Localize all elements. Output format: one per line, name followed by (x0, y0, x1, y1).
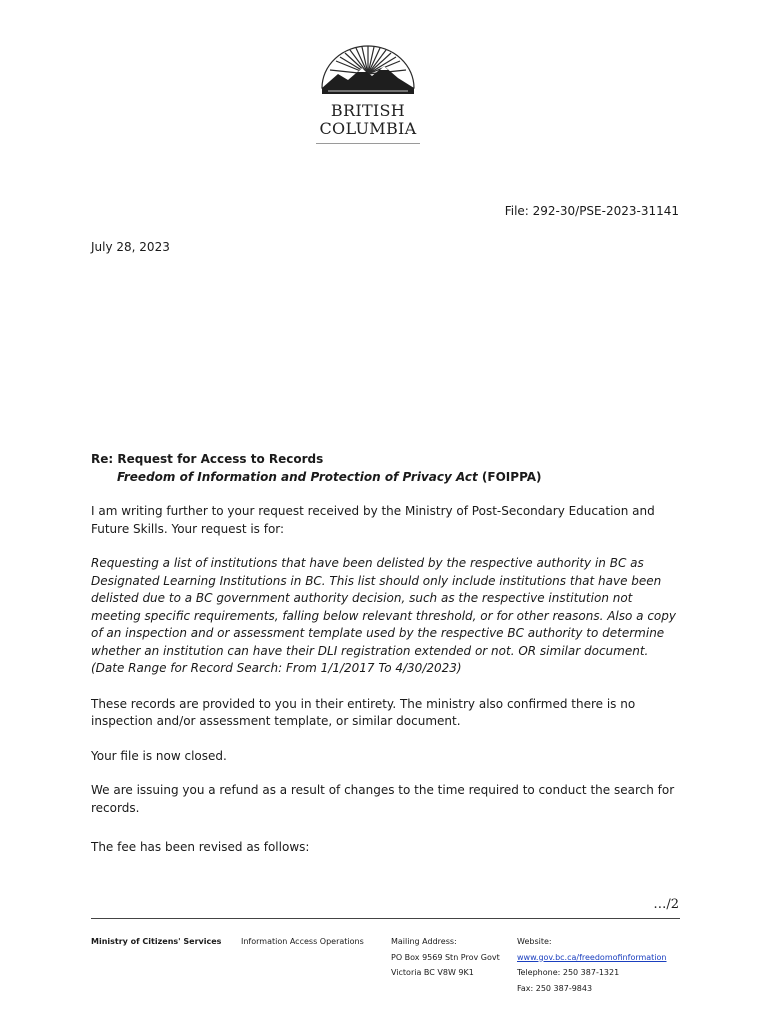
bc-wordmark (310, 102, 426, 138)
bc-logo (310, 44, 426, 148)
page-continuation: …/2 (653, 897, 679, 912)
fee-paragraph: The fee has been revised as follows: (91, 840, 310, 854)
fax: Fax: 250 387-9843 (517, 983, 593, 993)
subject-line (91, 451, 681, 486)
subject-act (91, 469, 681, 487)
closed-paragraph: Your file is now closed. (91, 748, 227, 763)
footer-ministry: Ministry of Citizens' Services (91, 937, 222, 946)
letter-date: July 28, 2023 (91, 240, 170, 254)
mailing-label: Mailing Address: (391, 937, 457, 946)
mailing-line-1: PO Box 9569 Stn Prov Govt (391, 952, 500, 962)
bc-sun-mountains-icon (318, 44, 418, 100)
file-reference: File: 292-30/PSE-2023-31141 (504, 204, 679, 218)
footer-office: Information Access Operations (241, 937, 364, 946)
wordmark-line-2: COLUMBIA (319, 119, 417, 138)
letter-body (91, 451, 681, 874)
subject-title: Re: Request for Access to Records (91, 452, 324, 466)
act-abbrev: (FOIPPA) (477, 469, 542, 484)
website-label: Website: (517, 937, 552, 946)
records-paragraph: These records are provided to you in their entirety. The ministry also confirmed there is no inspection and/or assessment template, or similar document. (91, 696, 636, 728)
website-link[interactable]: www.gov.bc.ca/freedomofinformation (517, 952, 667, 962)
logo-divider (316, 143, 420, 144)
telephone: Telephone: 250 387-1321 (517, 968, 620, 977)
footer-contact (517, 934, 667, 996)
request-paragraph: Requesting a list of institutions that have been delisted by the respective authority in BC as Designated Learning Institutions in BC. This list should only include institutions that have been delisted due to a BC government authority decision, such as the respective institution not meeting specific requirements, falling below relevant threshold, or for other reasons. Also a copy of an inspection and or assessment template used by the respective BC authority to determine whether an institution can have their DLI registration extended or not. OR similar document. (Date Range for Record Search: From 1/1/2017 To 4/30/2023) (91, 556, 676, 675)
intro-paragraph: I am writing further to your request received by the Ministry of Post-Secondary Education and Future Skills. Your request is for: (91, 504, 655, 536)
act-name: Freedom of Information and Protection of Privacy Act (117, 469, 478, 484)
mailing-line-2: Victoria BC V8W 9K1 (391, 968, 474, 977)
refund-paragraph: We are issuing you a refund as a result of changes to the time required to conduct the search for records. (91, 783, 675, 815)
wordmark-line-1: BRITISH (330, 101, 406, 120)
footer-mailing (391, 934, 500, 981)
footer-divider (91, 918, 680, 919)
